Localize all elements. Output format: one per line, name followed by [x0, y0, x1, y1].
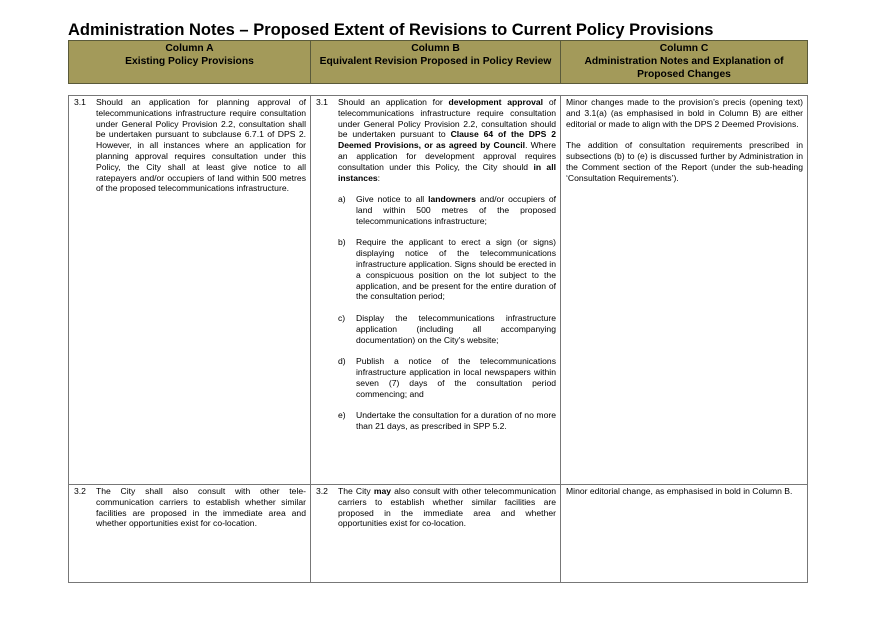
revised-provision-cell	[311, 96, 561, 485]
list-item: a) Give notice to all landowners and/or occupiers of land within 500 metres of the proposed telecommunications infrastructure;	[338, 194, 556, 226]
existing-provision-cell	[69, 96, 311, 485]
table-row	[69, 485, 808, 583]
note-paragraph: Minor changes made to the provision’s precis (opening text) and 3.1(a) (as emphasised in bold in Column B) are either editorial or made to align with the DPS 2 Deemed Provisions.	[566, 97, 803, 129]
table-row	[69, 96, 808, 485]
clause-number: 3.1	[316, 97, 328, 107]
admin-notes-cell	[561, 485, 808, 583]
column-header-table	[68, 40, 808, 84]
note-paragraph: Minor editorial change, as emphasised in bold in Column B.	[566, 486, 793, 496]
clause-text: The City may also consult with other telecommunication carriers to establish whether similar facilities are proposed in the immediate area and whether opportunities exist for co-location.	[338, 486, 557, 529]
column-a-header: Column A Existing Policy Provisions	[69, 41, 311, 84]
admin-notes-cell	[561, 96, 808, 485]
page-title: Administration Notes – Proposed Extent of Revisions to Current Policy Provisions	[68, 21, 714, 39]
clause-number: 3.1	[74, 97, 86, 107]
revised-provision-cell	[311, 485, 561, 583]
clause-text: Should an application for development approval of telecommunications infrastructure require consultation under General Policy Provision 2.2, consultation should be undertaken pursuant to Clause 64 of the DPS 2 Deemed Provisions, or as agreed by Council. Where an application for development approval requires consultation under this Policy, the City should in all instances:	[338, 97, 556, 183]
list-item: d) Publish a notice of the telecommunications infrastructure application in local newspapers within seven (7) days of the consultation period commencing; and	[338, 356, 556, 399]
clause-text: Should an application for planning approval of telecommunications infrastructure require consultation under General Policy Provision 2.2, consultation shall be undertaken pursuant to subclause 6.7.1 of DPS 2. However, in all instances where an application for planning approval requires consultation under this Policy, the City shall at least give notice to all ratepayers and/or occupiers of land within 500 metres of the proposed telecommunications infrastructure.	[96, 97, 306, 194]
provisions-table	[68, 95, 808, 583]
column-b-header: Column B Equivalent Revision Proposed in Policy Review	[311, 41, 561, 84]
note-paragraph: The addition of consultation requirements prescribed in subsections (b) to (e) is discussed further by Administration in the Comment section of the Report (under the sub-heading ‘Consultation Requirements’).	[566, 140, 803, 183]
list-item: e) Undertake the consultation for a duration of no more than 21 days, as prescribed in SPP 5.2.	[338, 410, 556, 431]
clause-number: 3.2	[316, 486, 328, 496]
list-item: c) Display the telecommunications infrastructure application (including all accompanying documentation) on the City's website;	[338, 312, 556, 345]
column-c-header: Column C Administration Notes and Explanation of Proposed Changes	[561, 41, 808, 84]
list-item: b) Require the applicant to erect a sign (or signs) displaying notice of the telecommunications infrastructure application. Signs should be erected in a conspicuous position on the lot subject to the application, and be present for the entire duration of the consultation period;	[338, 237, 556, 302]
existing-provision-cell	[69, 485, 311, 583]
clause-number: 3.2	[74, 486, 86, 496]
clause-text: The City shall also consult with other tele-communication carriers to establish whether similar facilities are proposed in the immediate area and whether opportunities exist for co-location.	[96, 486, 306, 529]
